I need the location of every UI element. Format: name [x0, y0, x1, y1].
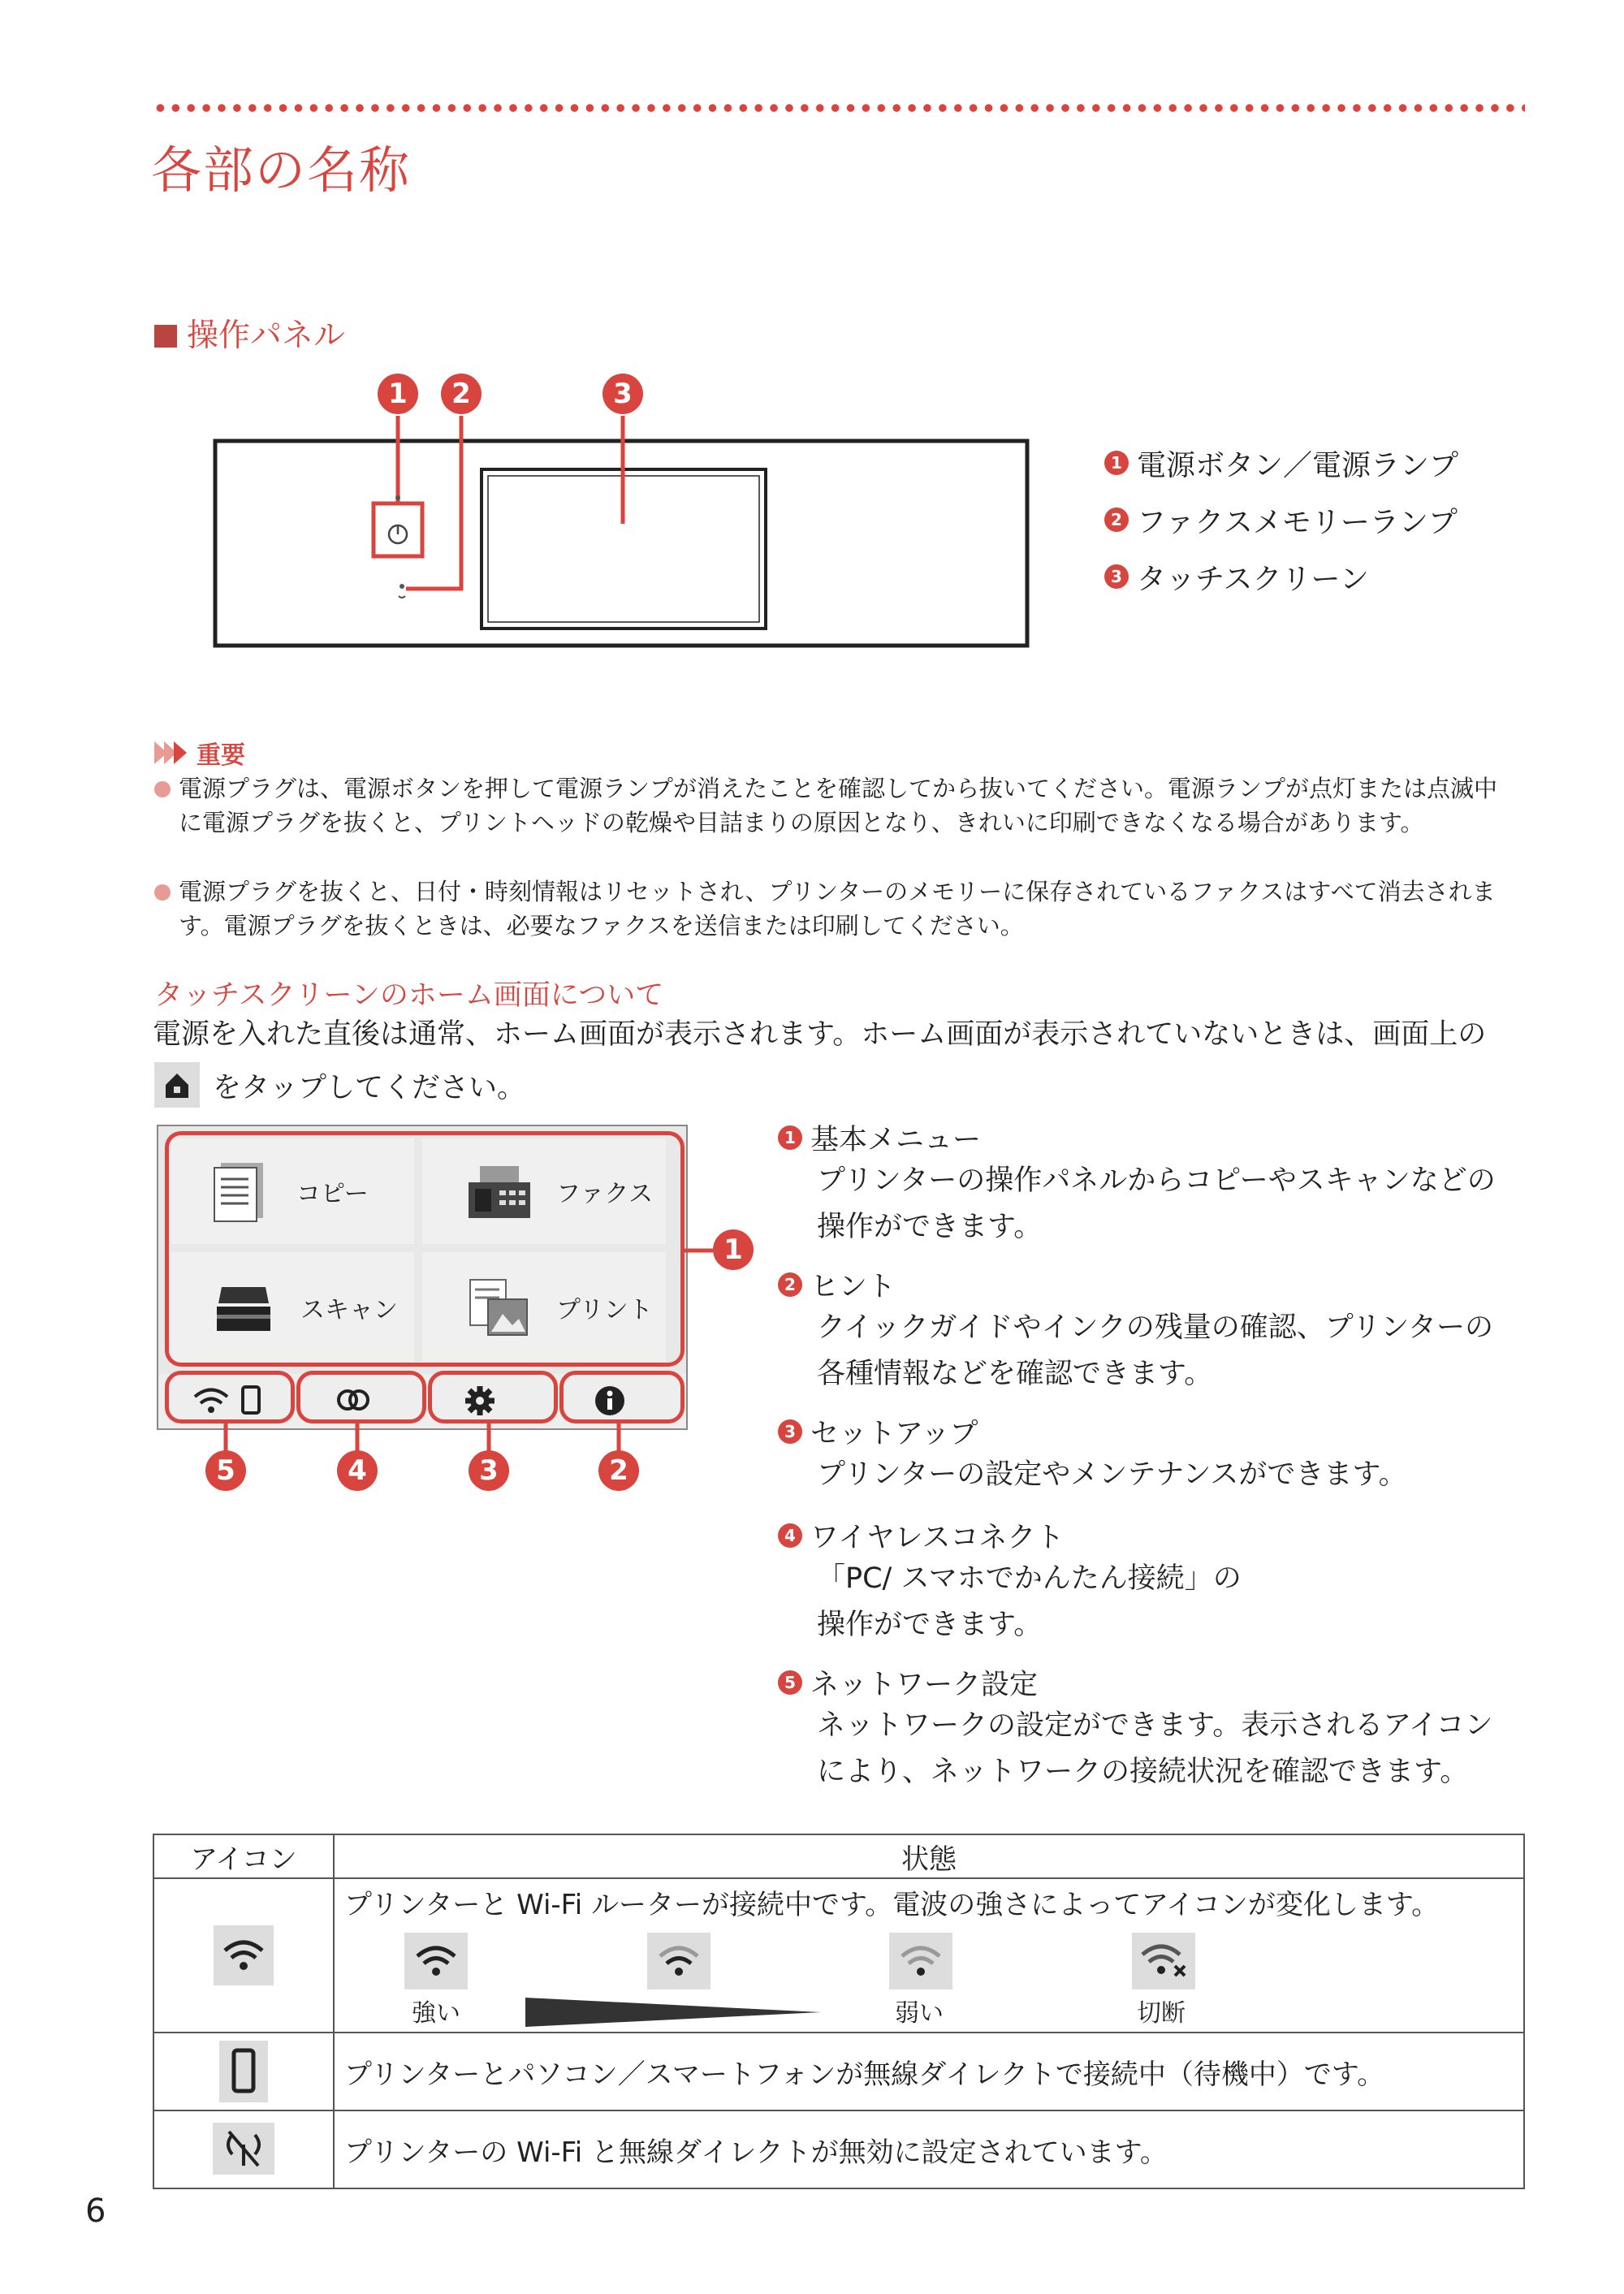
menu-fax: ファクス: [422, 1138, 666, 1244]
label-strong: 強い: [412, 1999, 460, 2028]
home-intro-line2: をタップしてください。: [213, 1072, 526, 1104]
menu-scan: スキャン: [171, 1252, 414, 1362]
wireless-disabled-icon: [213, 2123, 274, 2175]
callout-1: 1: [378, 374, 418, 414]
screen-callout-2: 2: [598, 1450, 639, 1491]
callout-2: 2: [441, 374, 482, 414]
legend-item: 2 ファクスメモリーランプ: [1104, 491, 1458, 548]
home-intro-line1: 電源を入れた直後は通常、ホーム画面が表示されます。ホーム画面が表示されていないときは、画面上の: [153, 1018, 1487, 1051]
callout-3: 3: [603, 374, 643, 414]
desc-setup: 3 セットアップ プリンターの設定やメンテナンスができます。: [778, 1411, 1407, 1498]
strength-gradient-wedge: [524, 1994, 824, 2028]
table-row: [153, 2033, 1524, 2110]
row3-text: プリンターの Wi-Fi と無線ダイレクトが無効に設定されています。: [334, 2110, 1524, 2188]
menu-print: プリント: [422, 1252, 666, 1362]
wifi-icon: [214, 1925, 274, 1985]
screen-callout-1: 1: [713, 1229, 754, 1270]
wifi-disconnected-icon: [1132, 1933, 1195, 1989]
section-title: 操作パネル: [154, 310, 345, 356]
screen-callout-3: 3: [469, 1450, 509, 1491]
wifi-weak-icon: [889, 1933, 952, 1989]
table-row: [153, 2110, 1524, 2188]
label-weak: 弱い: [895, 1999, 944, 2028]
wifi-strong-icon: [404, 1933, 468, 1989]
table-header-icon: アイコン: [153, 1834, 334, 1878]
row2-text: プリンターとパソコン／スマートフォンが無線ダイレクトで接続中（待機中）です。: [334, 2033, 1524, 2110]
screen-callout-5: 5: [205, 1450, 246, 1491]
legend-item: 1 電源ボタン／電源ランプ: [1104, 434, 1458, 491]
smartphone-icon: [219, 2041, 268, 2102]
page-title: 各部の名称: [151, 140, 412, 200]
home-heading: タッチスクリーンのホーム画面について: [154, 979, 664, 1012]
row1-text: プリンターと Wi-Fi ルーターが接続中です。電波の強さによってアイコンが変化します。: [344, 1889, 1440, 1921]
important-bullet-2: 電源プラグを抜くと、日付・時刻情報はリセットされ、プリンターのメモリーに保存されているファクスはすべて消去されます。電源プラグを抜くときは、必要なファクスを送信または印刷してください。: [154, 875, 1518, 943]
page-number: 6: [85, 2192, 106, 2230]
desc-basic-menu: 1 基本メニュー プリンターの操作パネルからコピーやスキャンなどの 操作ができます。: [778, 1117, 1496, 1251]
table-row: [153, 1878, 1524, 2033]
desc-network: 5 ネットワーク設定 ネットワークの設定ができます。表示されるアイコン により、ネットワークの接続状況を確認できます。: [778, 1662, 1493, 1795]
legend-item: 3 タッチスクリーン: [1104, 548, 1458, 605]
important-heading: 重要: [154, 735, 245, 771]
important-bullet-1: 電源プラグは、電源ボタンを押して電源ランプが消えたことを確認してから抜いてください。電源ランプが点灯または点滅中に電源プラグを抜くと、プリントヘッドの乾燥や目詰まりの原因となり、きれいに印刷できなくなる場合があります。: [154, 771, 1518, 840]
wifi-medium-icon: [647, 1933, 710, 1989]
label-disconnected: 切断: [1137, 1999, 1186, 2028]
screen-callout-4: 4: [337, 1450, 378, 1491]
table-header-status: 状態: [334, 1834, 1524, 1878]
network-status-table: [153, 1834, 1525, 2189]
desc-hint: 2 ヒント クイックガイドやインクの残量の確認、プリンターの 各種情報などを確認できます。: [778, 1264, 1493, 1398]
desc-wireless-connect: 4 ワイヤレスコネクト 「PC/ スマホでかんたん接続」の 操作ができます。: [778, 1515, 1242, 1648]
menu-copy: コピー: [171, 1138, 414, 1244]
